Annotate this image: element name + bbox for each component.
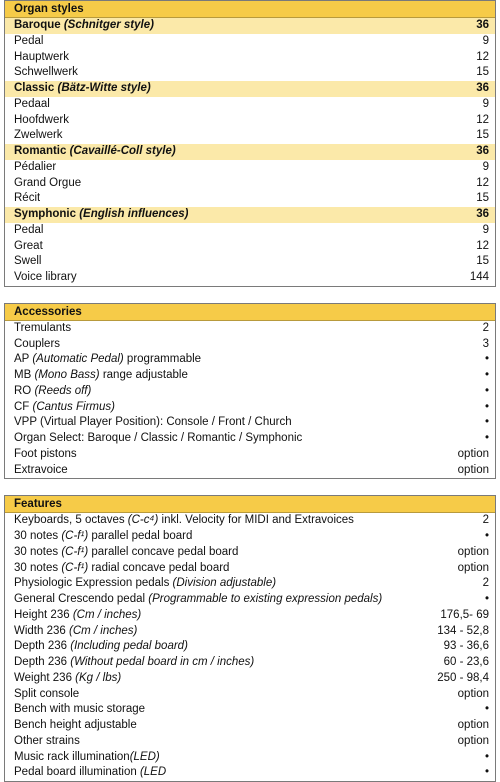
row-label (14, 431, 302, 447)
row-value: • (484, 353, 489, 366)
row-label (14, 513, 354, 529)
subheader-row (5, 81, 495, 97)
row-label-text: Other strains (14, 734, 80, 747)
row-label-italic: (Including pedal board) (70, 640, 188, 653)
row-label-suffix: parallel pedal board (88, 530, 193, 542)
table-row (5, 608, 495, 624)
row-label (14, 321, 71, 337)
table-row (5, 463, 495, 479)
row-label-text: Physiologic Expression pedals (14, 577, 173, 590)
table-row (5, 576, 495, 592)
row-label-text: AP (14, 353, 33, 366)
section-header-accessories: Accessories (5, 304, 495, 321)
row-label-text: Pedal board illumination (14, 766, 140, 779)
row-value: 9 (482, 160, 489, 173)
table-row (5, 400, 495, 416)
table-row (5, 545, 495, 561)
row-label (14, 34, 43, 50)
row-label-text: Keyboards, 5 octaves (14, 514, 128, 527)
row-value: option (457, 463, 489, 476)
table-row (5, 50, 495, 66)
table-row (5, 368, 495, 384)
row-value: option (457, 719, 489, 731)
table-row (5, 561, 495, 577)
row-label-text: Symphonic (14, 208, 80, 220)
row-value: 250 - 98,4 (437, 671, 489, 684)
row-label-italic: (English influences) (79, 208, 189, 220)
table-row (5, 592, 495, 608)
row-value: 2 (482, 577, 489, 590)
table-row (5, 65, 495, 81)
table-row (5, 639, 495, 655)
section-gap (4, 287, 496, 303)
row-label-text: 30 notes (14, 545, 62, 558)
row-label-text: Bench with music storage (14, 703, 146, 716)
table-row (5, 384, 495, 400)
row-value: 36 (476, 19, 489, 31)
row-label (14, 50, 69, 66)
row-label (14, 463, 68, 479)
row-label-suffix: inkl. Velocity for MIDI and Extravoices (158, 514, 354, 527)
table-row (5, 176, 495, 192)
accessories-rows (5, 321, 495, 479)
row-label (14, 750, 160, 766)
row-label (14, 765, 166, 781)
row-value: 12 (476, 113, 489, 126)
row-label-text: Pedaal (14, 97, 50, 110)
organ-styles-rows (5, 18, 495, 286)
row-label (14, 254, 41, 270)
row-label-text: Pedal (14, 34, 44, 47)
row-value: 36 (476, 208, 489, 220)
row-label (14, 561, 229, 577)
row-label-italic: (C-f¹) (61, 545, 89, 558)
row-label (14, 113, 69, 129)
table-row (5, 223, 495, 239)
row-label-text: Weight 236 (14, 671, 76, 684)
row-label-italic: (Cm / inches) (68, 624, 138, 637)
row-label (14, 576, 276, 592)
row-label (14, 352, 201, 368)
row-label-italic: (LED (139, 766, 167, 779)
row-value: 15 (476, 66, 489, 79)
row-label (14, 639, 188, 655)
row-label-italic: (Programmable to existing expression pedals) (148, 593, 383, 605)
row-value: 36 (476, 82, 489, 94)
row-value: 144 (469, 271, 489, 283)
subheader-row (5, 144, 495, 160)
table-row (5, 113, 495, 129)
row-label-text: Great (14, 239, 43, 252)
features-rows (5, 513, 495, 781)
row-label (14, 447, 77, 463)
row-label-text: Hoofdwerk (14, 113, 69, 126)
row-value: option (457, 687, 489, 700)
row-value: 12 (476, 239, 489, 252)
row-label-text: Tremulants (14, 321, 72, 334)
row-label-text: Depth 236 (14, 640, 71, 653)
row-label (14, 144, 176, 160)
row-label-text: Zwelwerk (14, 129, 63, 142)
row-label (14, 128, 63, 144)
row-label (14, 608, 141, 624)
row-label-text: Organ Select: Baroque / Classic / Romantic / Symphonic (14, 432, 303, 444)
row-label (14, 384, 91, 400)
row-label-text: Music rack illumination (14, 750, 130, 763)
table-row (5, 447, 495, 463)
table-row (5, 624, 495, 640)
row-value: 176,5- 69 (440, 608, 489, 621)
row-label-text: Romantic (14, 145, 70, 157)
table-row (5, 321, 495, 337)
accessories-section (4, 303, 496, 480)
row-label-text: Voice library (14, 271, 77, 283)
table-row (5, 191, 495, 207)
row-label-suffix: programmable (123, 353, 202, 366)
row-value: option (457, 447, 489, 460)
row-value: • (484, 369, 489, 381)
row-label (14, 592, 382, 608)
row-value: 93 - 36,6 (443, 640, 489, 653)
row-label-text: CF (14, 400, 33, 413)
row-label-text: Schwellwerk (14, 66, 78, 79)
row-label-text: Classic (14, 82, 58, 94)
row-label-text: Extravoice (14, 463, 68, 476)
table-row (5, 750, 495, 766)
row-label-text: 30 notes (14, 561, 62, 574)
row-label (14, 718, 137, 734)
table-row (5, 254, 495, 270)
table-row (5, 270, 495, 286)
row-label-italic: (C-c⁴) (127, 514, 159, 527)
row-value: • (484, 593, 489, 605)
row-label-italic: (Kg / lbs) (75, 671, 122, 684)
row-label (14, 97, 50, 113)
row-label-text: General Crescendo pedal (14, 593, 149, 605)
row-value: 15 (476, 255, 489, 268)
row-label-text: Grand Orgue (14, 176, 82, 189)
row-value: 15 (476, 192, 489, 205)
row-label (14, 207, 188, 223)
row-value: 9 (482, 223, 489, 236)
row-label-text: VPP (Virtual Player Position): Console / Front / Church (14, 416, 292, 429)
table-row (5, 513, 495, 529)
table-row (5, 718, 495, 734)
row-label (14, 624, 137, 640)
row-label-italic: (C-f¹) (61, 530, 89, 542)
table-row (5, 160, 495, 176)
row-value: • (484, 750, 489, 763)
row-label-text: Depth 236 (14, 656, 71, 668)
row-value: 3 (482, 337, 489, 350)
row-value: 2 (482, 514, 489, 527)
table-row (5, 97, 495, 113)
table-row (5, 239, 495, 255)
row-value: • (484, 530, 489, 542)
row-value: • (484, 400, 489, 413)
row-label-text: RO (14, 384, 35, 397)
row-label-text: Split console (14, 687, 80, 700)
row-label (14, 734, 80, 750)
row-label (14, 160, 56, 176)
table-row (5, 529, 495, 545)
row-label (14, 687, 79, 703)
row-label-text: Couplers (14, 337, 61, 350)
row-value: 9 (482, 34, 489, 47)
subheader-row (5, 18, 495, 34)
table-row (5, 765, 495, 781)
row-value: • (484, 432, 489, 444)
row-label (14, 18, 154, 34)
table-row (5, 415, 495, 431)
row-value: 12 (476, 176, 489, 189)
row-value: 9 (482, 97, 489, 110)
row-label-text: Pédalier (14, 160, 57, 173)
row-value: 15 (476, 129, 489, 142)
row-label (14, 655, 254, 671)
table-row (5, 687, 495, 703)
row-label-italic: (LED) (129, 750, 160, 763)
row-value: option (457, 561, 489, 574)
row-label (14, 81, 151, 97)
row-label-italic: (Automatic Pedal) (32, 353, 124, 366)
table-row (5, 431, 495, 447)
table-row (5, 702, 495, 718)
row-label (14, 176, 81, 192)
row-label (14, 400, 115, 416)
row-label (14, 368, 188, 384)
row-label (14, 65, 78, 81)
row-value: 12 (476, 50, 489, 63)
row-label-italic: (C-f¹) (61, 561, 89, 574)
row-label-text: Hauptwerk (14, 50, 69, 63)
row-value: • (484, 766, 489, 779)
organ-styles-section (4, 0, 496, 287)
row-value: • (484, 384, 489, 397)
row-value: • (484, 703, 489, 716)
row-label-text: Pedal (14, 223, 44, 236)
row-value: 36 (476, 145, 489, 157)
row-value: option (457, 734, 489, 747)
section-gap (4, 479, 496, 495)
table-row (5, 34, 495, 50)
row-label-text: Width 236 (14, 624, 69, 637)
row-label-italic: (Cm / inches) (72, 608, 142, 621)
row-label-italic: (Cavaillé-Coll style) (69, 145, 176, 157)
row-label-italic: (Reeds off) (34, 384, 92, 397)
row-label (14, 337, 60, 353)
table-row (5, 671, 495, 687)
row-value: 134 - 52,8 (437, 624, 489, 637)
row-label-italic: (Division adjustable) (172, 577, 277, 590)
row-label (14, 415, 292, 431)
row-label (14, 529, 192, 545)
row-label-text: Récit (14, 192, 41, 205)
row-value: 2 (482, 321, 489, 334)
features-section (4, 495, 496, 782)
row-label-text: Foot pistons (14, 447, 77, 460)
section-header-organ-styles: Organ styles (5, 1, 495, 18)
row-label (14, 671, 121, 687)
row-value: option (457, 545, 489, 558)
row-label (14, 270, 77, 286)
row-label-italic: (Mono Bass) (34, 369, 100, 381)
row-label-suffix: parallel concave pedal board (88, 545, 239, 558)
row-label-text: Swell (14, 255, 42, 268)
subheader-row (5, 207, 495, 223)
row-label-text: MB (14, 369, 35, 381)
row-label-italic: (Bätz-Witte style) (57, 82, 151, 94)
row-label-suffix: range adjustable (99, 369, 188, 381)
row-value: 60 - 23,6 (443, 656, 489, 668)
section-header-features: Features (5, 496, 495, 513)
row-label (14, 191, 40, 207)
row-label-text: Bench height adjustable (14, 719, 137, 731)
row-label-text: Height 236 (14, 608, 73, 621)
row-label-italic: (Cantus Firmus) (32, 400, 115, 413)
row-label-text: 30 notes (14, 530, 62, 542)
row-label-suffix: radial concave pedal board (88, 561, 230, 574)
table-row (5, 128, 495, 144)
row-label (14, 239, 43, 255)
row-value: • (484, 416, 489, 429)
row-label (14, 702, 145, 718)
row-label (14, 545, 238, 561)
table-row (5, 734, 495, 750)
row-label-italic: (Schnitger style) (63, 19, 154, 31)
table-row (5, 337, 495, 353)
row-label-italic: (Without pedal board in cm / inches) (70, 656, 255, 668)
row-label-text: Baroque (14, 19, 64, 31)
row-label (14, 223, 43, 239)
table-row (5, 655, 495, 671)
table-row (5, 352, 495, 368)
